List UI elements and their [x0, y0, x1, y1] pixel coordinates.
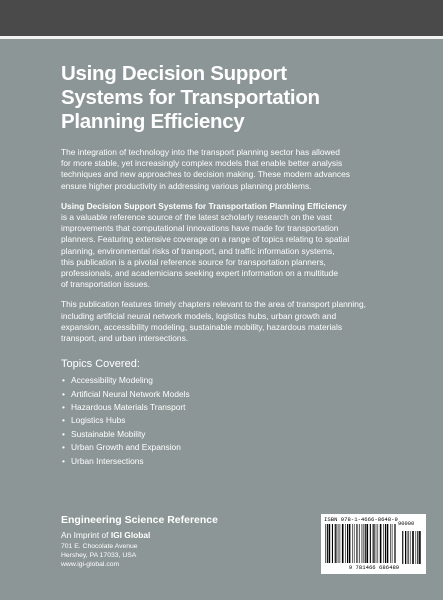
barcode-bar — [394, 524, 395, 563]
topic-label: Accessibility Modeling — [71, 375, 153, 386]
barcode-bar — [363, 524, 364, 563]
imprint-name: IGI Global — [110, 530, 151, 540]
bullet-icon: • — [62, 442, 65, 453]
barcode-bar — [354, 524, 355, 563]
barcode-bar — [358, 524, 359, 563]
ean-digits: 9 781466 686489 — [348, 564, 400, 571]
topic-item — [61, 429, 411, 442]
description-body: is a valuable reference source of the latest scholarly research on the vast improvements that computational innovations have made for transportation planners. Featuring extensive coverage on a range of topics relating to spatial planning, environmental risks of transport, and traffic information systems, this publication is a pivotal reference source for transportation planners, professionals, and academicians seeking expert information on a multitude of transportation issues. — [61, 212, 350, 290]
barcode-bar — [367, 524, 369, 563]
barcode-bar — [329, 524, 331, 563]
features-paragraph: This publication features timely chapters relevant to the area of transport planning, including artificial neural network models, logistics hubs, urban growth and expansion, accessibility modeling, sustainable mobility, hazardous materials transport, and urban intersections. — [61, 299, 366, 344]
barcode-bar — [385, 524, 386, 563]
barcode-bar — [338, 524, 339, 563]
barcode-bar — [340, 524, 341, 563]
barcode-bar — [402, 531, 403, 564]
barcode-bar — [373, 524, 374, 563]
cover-content — [61, 62, 411, 469]
barcode-bar — [347, 524, 348, 563]
barcode-bar — [349, 524, 351, 563]
barcode-bar — [337, 524, 338, 563]
bullet-icon: • — [62, 402, 65, 413]
barcode-bar — [332, 524, 333, 563]
description-paragraph — [61, 201, 411, 291]
bullet-icon: • — [62, 455, 65, 466]
barcode-bar — [327, 524, 328, 563]
barcode-bar — [392, 524, 393, 563]
barcode-bar — [378, 524, 379, 563]
book-title: Using Decision Support Systems for Transportation Planning Efficiency — [61, 62, 320, 133]
barcode-bar — [410, 531, 411, 564]
barcode-bar — [412, 531, 414, 564]
barcode-bar — [380, 524, 382, 563]
barcode-bar — [345, 524, 346, 563]
barcode-bar — [395, 524, 396, 563]
barcode-bar — [390, 524, 391, 563]
barcode-bar — [419, 531, 421, 564]
barcode-bar — [359, 524, 360, 563]
intro-paragraph: The integration of technology into the transport planning sector has allowed for more stable, yet increasingly complex models that enable better analysis techniques and new approaches to decision making. These modern advances ensure higher productivity in addressing various planning problems. — [61, 147, 350, 191]
barcode-bar — [352, 524, 353, 563]
topic-item — [61, 375, 411, 388]
barcode-bar — [365, 524, 366, 563]
barcode-bar — [356, 524, 357, 563]
address-line-2: Hershey, PA 17033, USA — [61, 552, 137, 559]
topic-label: Urban Intersections — [71, 455, 144, 466]
publisher-website: www.igi-global.com — [61, 561, 120, 568]
addon-digits: 90000 — [398, 521, 415, 527]
publisher-series: Engineering Science Reference — [61, 514, 218, 526]
barcode-bar — [383, 524, 384, 563]
topic-label: Logistics Hubs — [71, 415, 126, 426]
barcode-bar — [362, 524, 363, 563]
barcode-bar — [335, 524, 336, 563]
imprint-prefix: An Imprint of — [61, 530, 111, 540]
description-lead: Using Decision Support Systems for Transportation Planning Efficiency — [61, 200, 347, 211]
topics-heading: Topics Covered: — [61, 358, 140, 371]
publisher-block — [61, 514, 301, 569]
barcode-bar — [405, 531, 406, 564]
publisher-imprint — [61, 530, 301, 540]
bullet-icon: • — [62, 388, 65, 399]
barcode-bar — [416, 531, 417, 564]
barcode-bar — [342, 524, 344, 563]
topic-label: Sustainable Mobility — [71, 428, 146, 439]
barcode-bar — [325, 524, 326, 563]
topic-item — [61, 389, 411, 402]
isbn-barcode — [321, 514, 426, 574]
top-dark-band — [0, 0, 443, 36]
barcode-bar — [374, 524, 375, 563]
barcode-bar — [376, 524, 377, 563]
topic-label: Urban Growth and Expansion — [71, 442, 181, 453]
topics-list — [61, 375, 411, 469]
bullet-icon: • — [62, 415, 65, 426]
address-line-1: 701 E. Chocolate Avenue — [61, 543, 138, 550]
barcode-bar — [408, 531, 409, 564]
barcode-bar — [370, 524, 371, 563]
bullet-icon: • — [62, 428, 65, 439]
barcode-bar — [417, 531, 418, 564]
topic-label: Artificial Neural Network Models — [71, 388, 190, 399]
topic-item — [61, 402, 411, 415]
isbn-number: ISBN 978-1-4666-8648-9 — [324, 516, 398, 523]
topic-item — [61, 442, 411, 455]
barcode-bars-graphic — [325, 524, 423, 564]
topic-label: Hazardous Materials Transport — [71, 402, 186, 413]
topic-item — [61, 456, 411, 469]
topic-item — [61, 415, 411, 428]
barcode-bar — [387, 524, 389, 563]
bullet-icon: • — [62, 375, 65, 386]
barcode-bar — [407, 531, 408, 564]
